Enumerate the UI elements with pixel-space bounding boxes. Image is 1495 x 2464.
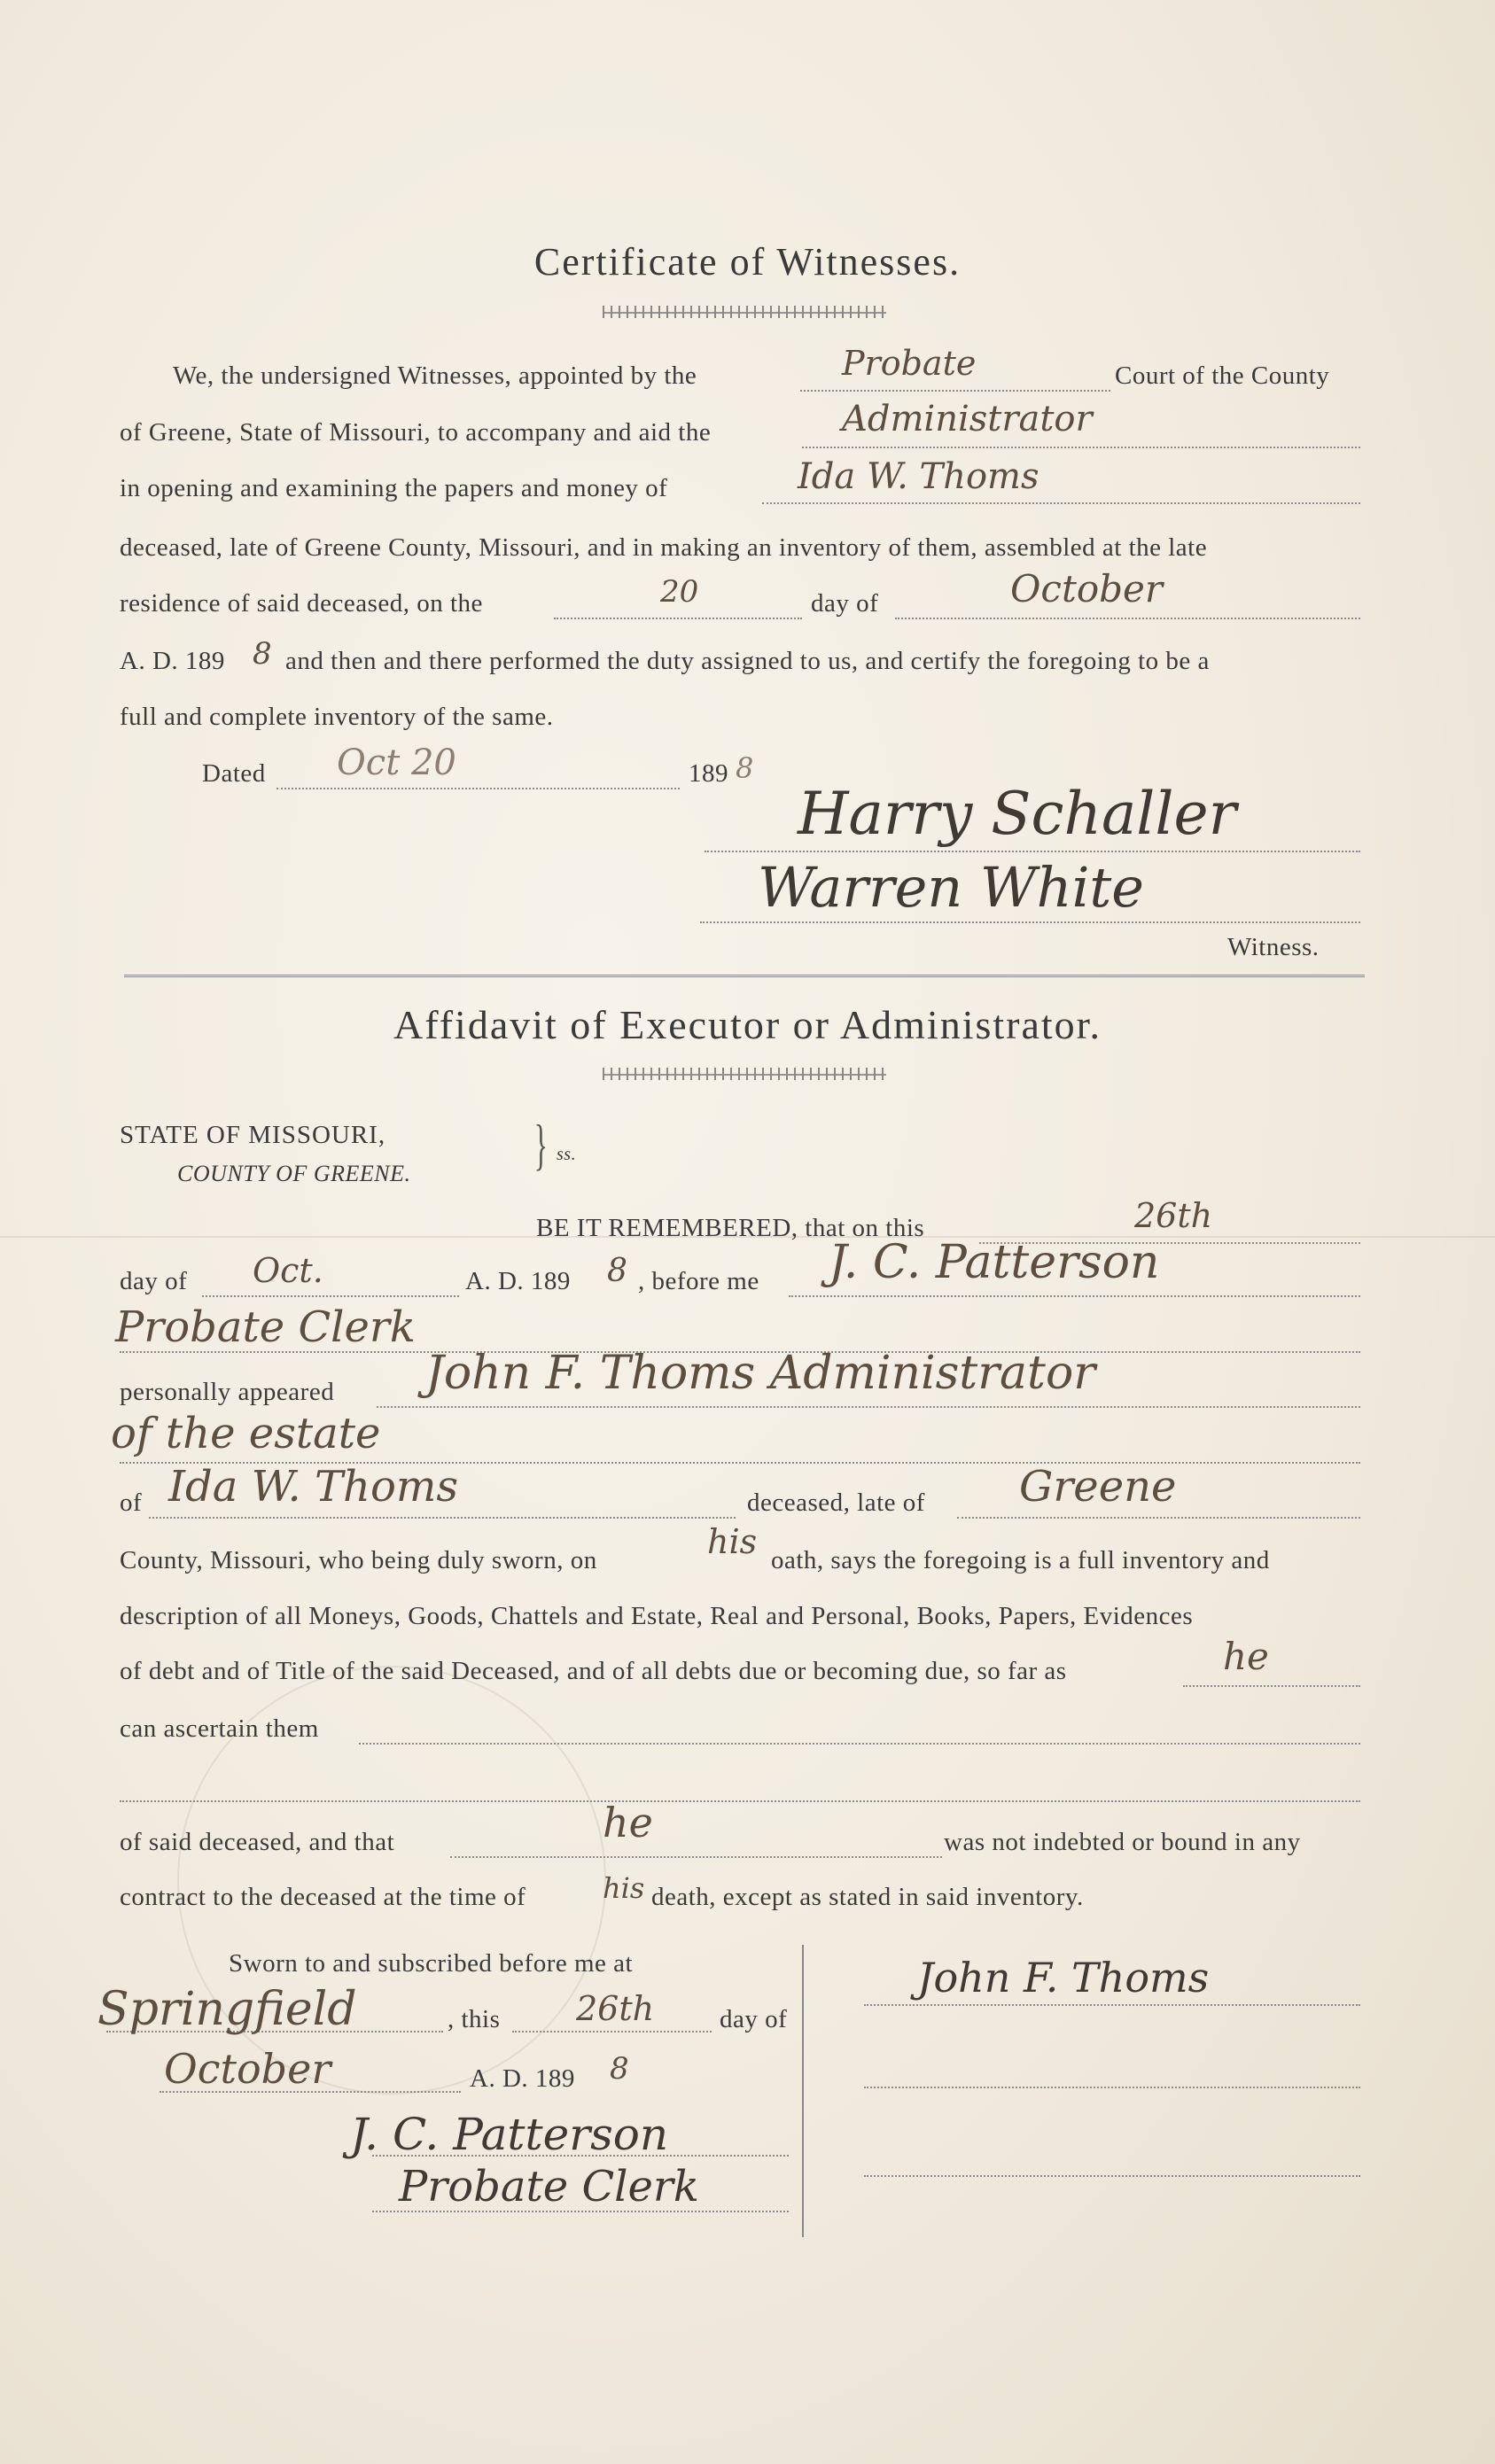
this-label: , this bbox=[448, 2005, 501, 2033]
cert-line4-text: deceased, late of Greene County, Missouri, and in making an inventory of them, assembled at the late bbox=[120, 533, 1208, 562]
officer-handwriting: J. C. Patterson bbox=[829, 1236, 1160, 1289]
affiant-line-2 bbox=[864, 2087, 1360, 2088]
deceased-blank bbox=[149, 1517, 736, 1519]
cert-line2-text: of Greene, State of Missouri, to accompany and aid the bbox=[120, 418, 712, 447]
deceased-name-handwriting: Ida W. Thoms bbox=[168, 1462, 458, 1512]
appeared-handwriting: John F. Thoms Administrator bbox=[425, 1347, 1096, 1400]
of-label: of bbox=[120, 1489, 143, 1517]
title-ornament bbox=[603, 306, 886, 318]
court-handwriting: Probate bbox=[842, 344, 977, 383]
sworn-his-handwriting: his bbox=[707, 1522, 758, 1561]
brace: } bbox=[533, 1113, 549, 1176]
deceased-late-label: deceased, late of bbox=[747, 1489, 925, 1517]
dated-label: Dated bbox=[202, 759, 266, 788]
ascertain-text: can ascertain them bbox=[120, 1714, 319, 1743]
day-blank bbox=[554, 618, 802, 619]
court-blank bbox=[800, 390, 1110, 392]
day-of-label-3: day of bbox=[720, 2005, 788, 2033]
said-deceased-text: of said deceased, and that bbox=[120, 1828, 395, 1856]
affidavit-ornament bbox=[603, 1068, 886, 1080]
affiant-line-3 bbox=[864, 2175, 1360, 2177]
appeared-cont-handwriting: of the estate bbox=[111, 1409, 381, 1458]
signature-line-1 bbox=[705, 851, 1360, 852]
month-blank bbox=[895, 618, 1360, 619]
affiant-sig-line bbox=[864, 2004, 1360, 2006]
remembered-day-handwriting: 26th bbox=[1134, 1196, 1213, 1235]
dated-year-handwriting: 8 bbox=[736, 751, 754, 785]
appeared-blank bbox=[377, 1406, 1360, 1408]
witness-signature-1: Harry Schaller bbox=[798, 780, 1237, 848]
said-deceased-end: was not indebted or bound in any bbox=[944, 1828, 1301, 1856]
before-me-label: , before me bbox=[638, 1267, 759, 1295]
year-handwriting: 8 bbox=[253, 636, 272, 672]
clerk-title-handwriting: Probate Clerk bbox=[399, 2162, 699, 2211]
day-of-label-2: day of bbox=[120, 1267, 188, 1295]
day-of-label: day of bbox=[811, 589, 879, 618]
ad-label-2: A. D. 189 bbox=[465, 1267, 571, 1295]
ascertain-blank bbox=[359, 1743, 1360, 1745]
debt-text: of debt and of Title of the said Deceased, and of all debts due or becoming due, so far as bbox=[120, 1657, 1067, 1685]
sub-day-handwriting: 26th bbox=[576, 1989, 655, 2028]
cert-line1-end: Court of the County bbox=[1115, 361, 1330, 390]
cert-line1-text: We, the undersigned Witnesses, appointed by the bbox=[173, 361, 697, 390]
year-handwriting-2: 8 bbox=[607, 1253, 627, 1289]
clerk-signature: J. C. Patterson bbox=[350, 2109, 669, 2160]
sub-day-blank bbox=[512, 2031, 712, 2033]
dated-handwriting: Oct 20 bbox=[337, 742, 456, 783]
cert-line5-text: residence of said deceased, on the bbox=[120, 589, 483, 618]
signature-line-2 bbox=[700, 921, 1360, 923]
affidavit-title: Affidavit of Executor or Administrator. bbox=[393, 1002, 1102, 1047]
affiant-signature: John F. Thoms bbox=[917, 1954, 1210, 2002]
ad-label-3: A. D. 189 bbox=[470, 2064, 575, 2093]
month-handwriting-2: Oct. bbox=[253, 1251, 323, 1290]
section-divider bbox=[124, 975, 1365, 981]
day-handwriting: 20 bbox=[660, 574, 699, 610]
said-he-handwriting: he bbox=[603, 1799, 653, 1846]
ss-label: ss. bbox=[557, 1145, 577, 1164]
sworn-text: County, Missouri, who being duly sworn, on bbox=[120, 1546, 597, 1574]
jurat-divider bbox=[802, 1945, 804, 2237]
debt-he-handwriting: he bbox=[1223, 1635, 1269, 1678]
county-label: COUNTY OF GREENE. bbox=[177, 1161, 411, 1186]
dated-year-prefix: 189 bbox=[689, 759, 728, 788]
state-label: STATE OF MISSOURI, bbox=[120, 1121, 386, 1149]
month-blank-2 bbox=[202, 1295, 459, 1297]
role-blank bbox=[802, 447, 1360, 448]
personally-appeared-label: personally appeared bbox=[120, 1378, 335, 1406]
role-handwriting: Administrator bbox=[842, 399, 1093, 439]
contract-his-handwriting: his bbox=[603, 1871, 645, 1905]
sworn-subscribed-text: Sworn to and subscribed before me at bbox=[229, 1949, 634, 1978]
deceased-handwriting: Ida W. Thoms bbox=[798, 456, 1039, 497]
dated-blank bbox=[276, 788, 680, 789]
month-handwriting: October bbox=[1010, 567, 1163, 610]
witness-signature-2: Warren White bbox=[758, 855, 1144, 920]
cert-line6-text: and then and there performed the duty assigned to us, and certify the foregoing to be a bbox=[285, 647, 1210, 675]
certificate-title: Certificate of Witnesses. bbox=[533, 240, 962, 284]
cert-line7-text: full and complete inventory of the same. bbox=[120, 703, 554, 731]
name-blank bbox=[762, 502, 1360, 504]
year-handwriting-3: 8 bbox=[610, 2051, 629, 2087]
officer-title-handwriting: Probate Clerk bbox=[115, 1302, 416, 1352]
contract-text-end: death, except as stated in said inventory. bbox=[651, 1883, 1084, 1911]
officer-blank bbox=[789, 1295, 1360, 1297]
witness-label: Witness. bbox=[1227, 933, 1320, 961]
sworn-text-end: oath, says the foregoing is a full inventory and bbox=[771, 1546, 1270, 1574]
ascertain-blank-2 bbox=[120, 1800, 1360, 1802]
remembered-text: BE IT REMEMBERED, that on this bbox=[536, 1214, 925, 1242]
county-handwriting: Greene bbox=[1019, 1462, 1177, 1512]
ad-label: A. D. 189 bbox=[120, 647, 225, 675]
county-blank bbox=[957, 1517, 1360, 1519]
contract-text: contract to the deceased at the time of bbox=[120, 1883, 526, 1911]
debt-he-blank bbox=[1183, 1685, 1360, 1687]
sub-month-handwriting: October bbox=[164, 2045, 331, 2093]
description-text: description of all Moneys, Goods, Chattels and Estate, Real and Personal, Books, Papers, Evidences bbox=[120, 1602, 1194, 1630]
cert-line3-text: in opening and examining the papers and money of bbox=[120, 474, 668, 502]
said-he-blank bbox=[450, 1856, 942, 1858]
place-handwriting: Springfield bbox=[97, 1983, 357, 2036]
